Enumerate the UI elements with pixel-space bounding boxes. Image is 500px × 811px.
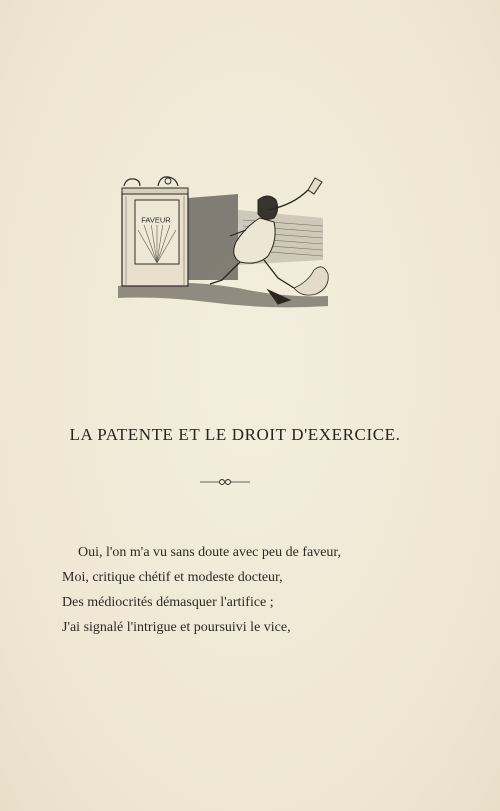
ornament-divider-icon — [200, 476, 250, 488]
chapter-title: LA PATENTE ET LE DROIT D'EXERCICE. — [69, 425, 401, 444]
verse-line: J'ai signalé l'intrigue et poursuivi le vice, — [62, 620, 291, 635]
verse-line: Moi, critique chétif et modeste docteur, — [62, 570, 283, 585]
engraving-illustration — [118, 170, 333, 318]
placard-text: FAVEUR — [141, 215, 171, 225]
verse-line: Des médiocrités démasquer l'artifice ; — [62, 595, 274, 610]
counter-desk — [122, 177, 188, 286]
poem-verses — [62, 540, 392, 640]
verse-line: Oui, l'on m'a vu sans doute avec peu de faveur, — [78, 545, 342, 560]
